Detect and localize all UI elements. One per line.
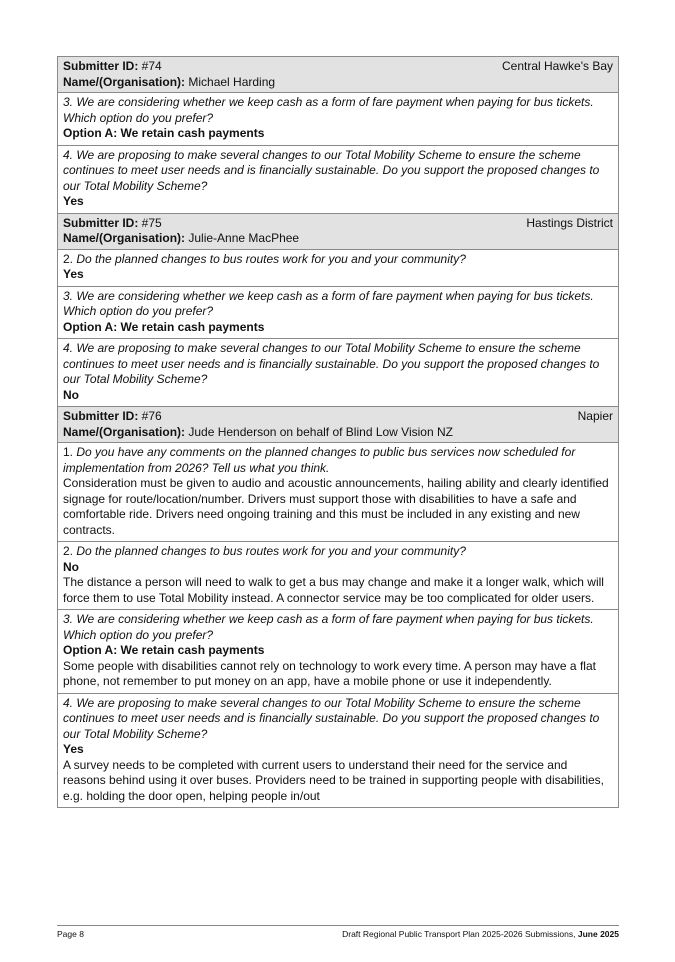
submission-header (58, 407, 618, 442)
comment: Consideration must be given to audio and acoustic announcements, hailing ability and clearly identified signage for route/location/number. Drivers must support those with disabilities to have a safe and comfortable ride. Drivers need ongoing training and this must be included in any existing and new contracts. (63, 476, 609, 537)
submission-header (58, 214, 618, 249)
answer: No (63, 559, 79, 574)
answer: Option A: We retain cash payments (63, 319, 265, 334)
question-text: 3. We are considering whether we keep cash as a form of fare payment when paying for bus tickets. Which option do you prefer? (63, 288, 594, 318)
submitter-id: Submitter ID: #76 (63, 409, 162, 423)
question-response (58, 442, 618, 541)
submitter-region: Napier (577, 409, 613, 423)
question-text: 4. We are proposing to make several changes to our Total Mobility Scheme to ensure the scheme continues to meet user needs and is financially sustainable. Do you support the proposed changes to our Total Mobility Scheme? (63, 147, 600, 193)
submission-block (57, 56, 619, 214)
submission-header (58, 57, 618, 92)
answer: No (63, 387, 79, 402)
question-response (58, 338, 618, 406)
answer: Yes (63, 267, 84, 281)
answer: Yes (63, 194, 84, 208)
question-text: 2. Do the planned changes to bus routes work for you and your community? (63, 544, 466, 558)
page-number: Page 8 (57, 929, 84, 939)
document-title: Draft Regional Public Transport Plan 2025-2026 Submissions, June 2025 (342, 929, 619, 939)
question-text: 4. We are proposing to make several changes to our Total Mobility Scheme to ensure the scheme continues to meet user needs and is financially sustainable. Do you support the proposed changes to our Total Mobility Scheme? (63, 341, 600, 386)
submitter-region: Hastings District (526, 215, 613, 230)
submitter-name: Name/(Organisation): Julie-Anne MacPhee (63, 231, 300, 245)
question-response (58, 609, 618, 693)
submission-block (57, 214, 619, 408)
question-response (58, 541, 618, 609)
submitter-id: Submitter ID: #75 (63, 215, 162, 230)
answer: Option A: We retain cash payments (63, 643, 265, 657)
question-response (58, 92, 618, 145)
submitter-name: Name/(Organisation): Jude Henderson on behalf of Blind Low Vision NZ (63, 424, 453, 439)
submitter-region: Central Hawke's Bay (502, 59, 613, 73)
page-footer (57, 925, 619, 939)
question-response (58, 145, 618, 213)
submissions-document (57, 56, 619, 808)
answer: Yes (63, 742, 84, 756)
submitter-name: Name/(Organisation): Michael Harding (63, 74, 276, 89)
comment: The distance a person will need to walk to get a bus may change and make it a longer walk, which will force them to use Total Mobility instead. A connector service may be too complicated for older users. (63, 575, 604, 605)
submission-block (57, 407, 619, 808)
submitter-id: Submitter ID: #74 (63, 59, 162, 73)
question-response (58, 249, 618, 286)
answer: Option A: We retain cash payments (63, 126, 265, 140)
question-text: 1. Do you have any comments on the planned changes to public bus services now scheduled for implementation from 2026? Tell us what you think. (63, 445, 576, 475)
comment: A survey needs to be completed with current users to understand their need for the service and reasons behind using it over buses. Providers need to be trained in supporting people with disabilities, e.g. holding the door open, helping people in/out (63, 757, 604, 803)
question-response (58, 693, 618, 808)
question-text: 4. We are proposing to make several changes to our Total Mobility Scheme to ensure the scheme continues to meet user needs and is financially sustainable. Do you support the proposed changes to our Total Mobility Scheme? (63, 695, 600, 741)
question-response (58, 286, 618, 339)
question-text: 2. Do the planned changes to bus routes work for you and your community? (63, 251, 466, 266)
comment: Some people with disabilities cannot rely on technology to work every time. A person may have a flat phone, not remember to put money on an app, have a mobile phone or use it independently. (63, 658, 596, 688)
question-text: 3. We are considering whether we keep cash as a form of fare payment when paying for bus tickets. Which option do you prefer? (63, 95, 594, 125)
question-text: 3. We are considering whether we keep cash as a form of fare payment when paying for bus tickets. Which option do you prefer? (63, 612, 594, 642)
